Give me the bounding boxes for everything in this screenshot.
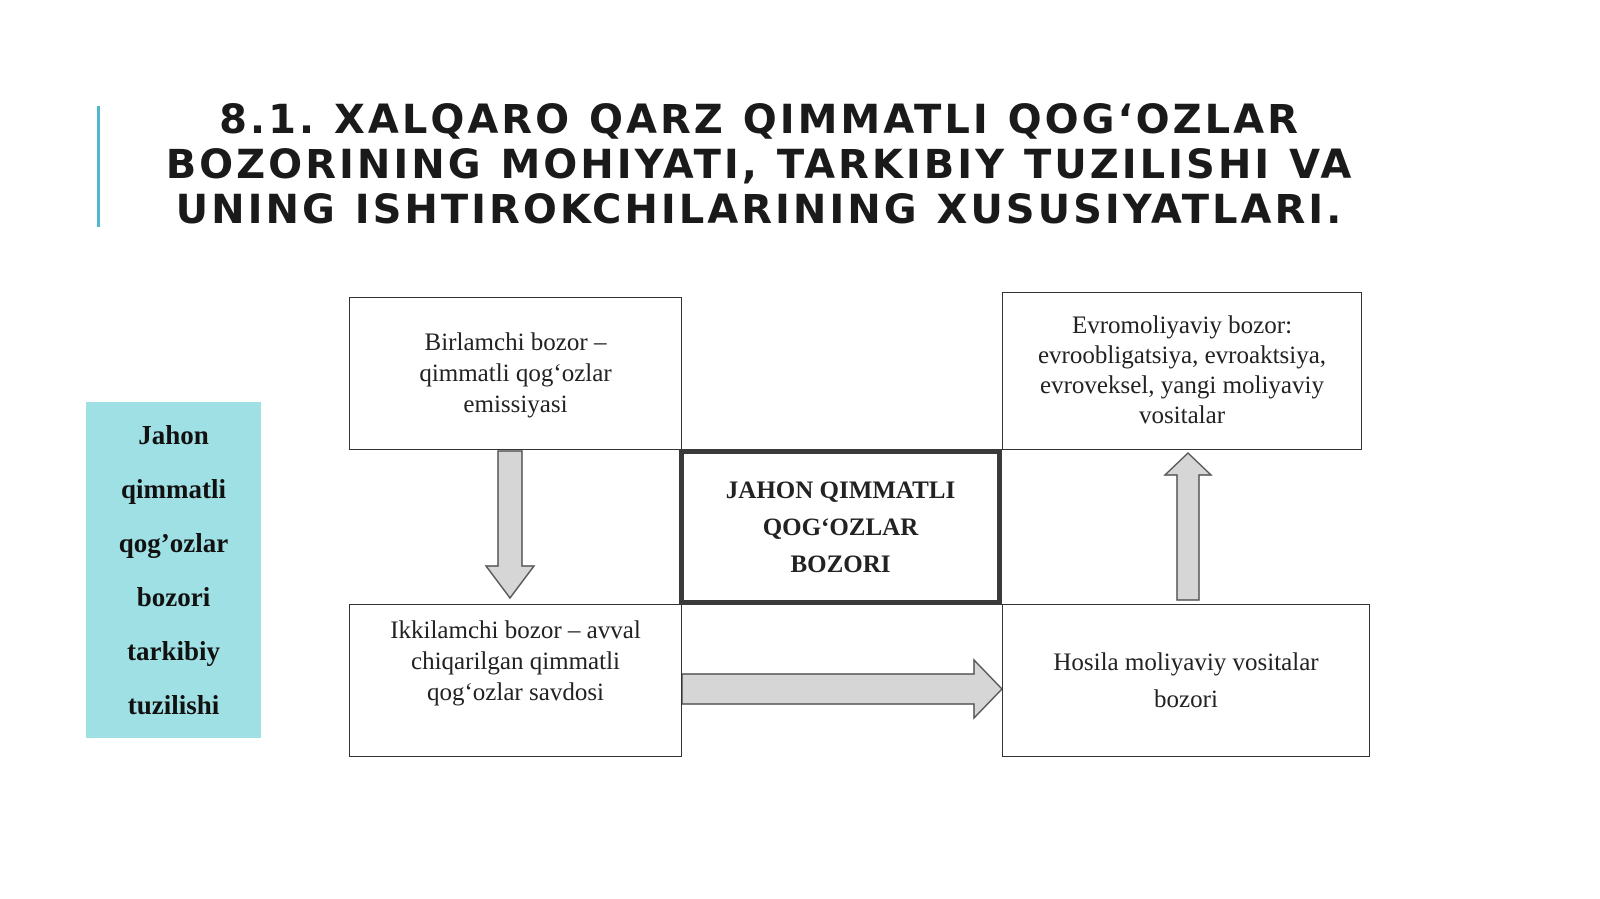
arrow-right-icon xyxy=(682,660,1002,718)
derivatives-market-line: bozori xyxy=(1154,685,1218,713)
euro-market-line: evroobligatsiya, evroaktsiya, xyxy=(1037,342,1327,369)
derivatives-market-box xyxy=(1002,604,1370,757)
secondary-market-box xyxy=(349,604,682,757)
side-panel xyxy=(86,402,261,738)
primary-market-line: Birlamchi bozor – xyxy=(424,329,607,356)
title-line-3: UNING ISHTIROKCHILARINING XUSUSIYATLARI. xyxy=(175,187,1345,233)
side-panel-line: bozori xyxy=(136,582,211,612)
center-market-line: QOG‘OZLAR xyxy=(762,513,919,541)
secondary-market-line: qog‘ozlar savdosi xyxy=(426,679,605,706)
center-market-line: JAHON QIMMATLI xyxy=(725,476,956,504)
euro-market-line: vositalar xyxy=(1138,402,1226,429)
arrow-down-icon xyxy=(486,451,534,598)
side-panel-line: tuzilishi xyxy=(127,690,220,720)
side-panel-text xyxy=(86,408,261,732)
euro-market-box xyxy=(1002,292,1362,450)
derivatives-market-line: Hosila moliyaviy vositalar xyxy=(1053,648,1319,676)
primary-market-line: emissiyasi xyxy=(463,391,568,418)
side-panel-line: Jahon xyxy=(138,420,209,450)
arrow-up-icon xyxy=(1165,453,1211,600)
side-panel-line: qog’ozlar xyxy=(118,528,229,558)
page-title xyxy=(130,98,1390,233)
center-market-box xyxy=(679,449,1002,605)
title-accent-bar xyxy=(97,106,100,227)
title-line-2: BOZORINING MOHIYATI, TARKIBIY TUZILISHI VA xyxy=(165,142,1355,188)
secondary-market-line: Ikkilamchi bozor – avval xyxy=(390,617,641,644)
center-market-line: BOZORI xyxy=(790,550,891,578)
euro-market-line: evroveksel, yangi moliyaviy xyxy=(1040,372,1324,399)
title-line-1: 8.1. XALQARO QARZ QIMMATLI QOG‘OZLAR xyxy=(219,97,1301,143)
secondary-market-line: chiqarilgan qimmatli xyxy=(411,648,620,675)
primary-market-box xyxy=(349,297,682,450)
side-panel-line: qimmatli xyxy=(121,474,226,504)
side-panel-line: tarkibiy xyxy=(126,636,220,666)
euro-market-line: Evromoliyaviy bozor: xyxy=(1071,312,1293,339)
primary-market-line: qimmatli qog‘ozlar xyxy=(419,360,612,387)
